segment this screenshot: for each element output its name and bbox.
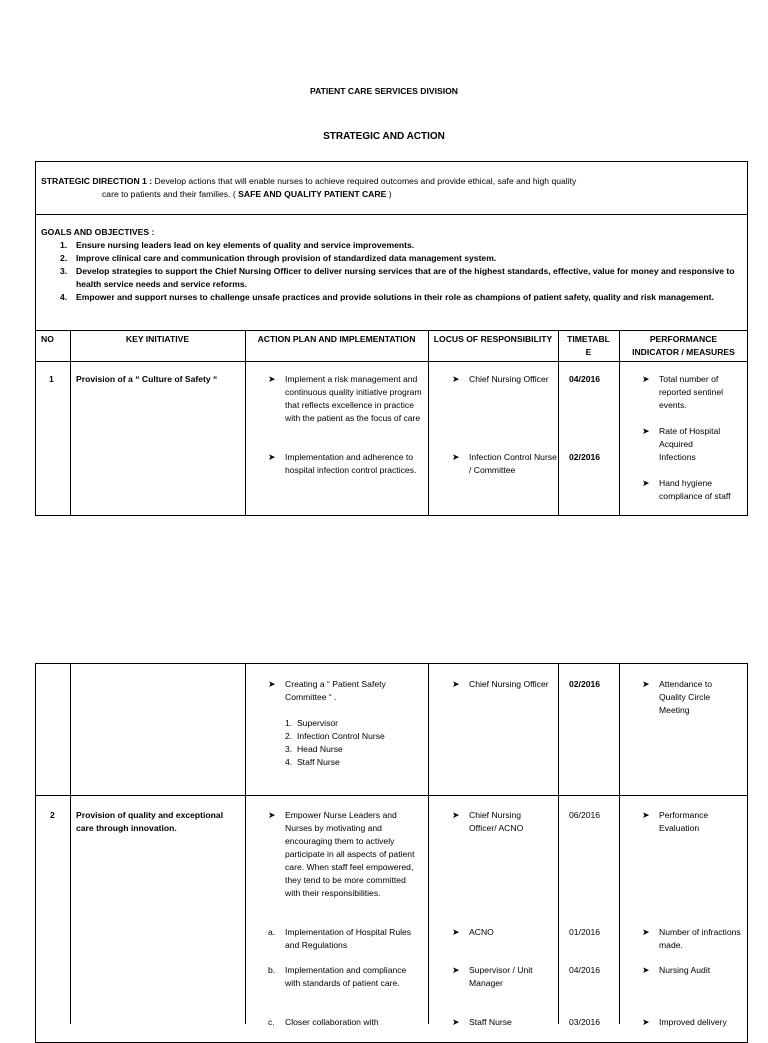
arrow-bullet-icon: ➤ xyxy=(642,810,650,820)
subitem-text: Closer collaboration with xyxy=(285,1017,379,1027)
arrow-bullet-icon: ➤ xyxy=(642,927,650,937)
subitem-text: Implementation and compliance with standards of patient care. xyxy=(285,965,407,988)
goals-list xyxy=(60,239,736,304)
arrow-bullet-icon: ➤ xyxy=(268,374,276,384)
subitem-letter: b. xyxy=(268,965,276,975)
col-divider xyxy=(428,663,429,1024)
col-header-timetable-line1: TIMETABL xyxy=(567,334,610,344)
header-bottom-rule xyxy=(35,361,748,362)
committee-member xyxy=(285,756,340,769)
goal-text: Improve clinical care and communication through provision of standardized data management system. xyxy=(76,253,497,263)
col-header-indicator-line2: INDICATOR / MEASURES xyxy=(632,347,735,357)
col-header-timetable-line2: E xyxy=(585,347,592,357)
strategic-direction-emphasis: SAFE AND QUALITY PATIENT CARE xyxy=(235,189,389,199)
col-header-action: ACTION PLAN AND IMPLEMENTATION xyxy=(257,334,416,344)
col-header-no: NO xyxy=(41,334,54,344)
arrow-bullet-icon: ➤ xyxy=(642,478,650,488)
locus-text: Infection Control Nurse / Committee xyxy=(469,452,557,475)
col-divider xyxy=(619,663,620,1024)
goal-number: 4. xyxy=(60,292,68,302)
locus-text: Chief Nursing Officer xyxy=(469,374,549,384)
timetable-value: 02/2016 xyxy=(569,679,601,689)
locus-text: Supervisor / Unit Manager xyxy=(469,965,533,988)
subitem-text: Implementation of Hospital Rules and Regulations xyxy=(285,927,412,950)
col-divider xyxy=(428,330,429,516)
indicator-text: Hand hygiene compliance of staff xyxy=(659,478,731,501)
arrow-bullet-icon: ➤ xyxy=(452,927,460,937)
timetable-value: 01/2016 xyxy=(569,927,601,937)
committee-member xyxy=(285,743,343,756)
goal-number: 1. xyxy=(60,240,68,250)
col-header-indicator xyxy=(619,333,748,359)
arrow-bullet-icon: ➤ xyxy=(452,1017,460,1027)
goal-number: 2. xyxy=(60,253,68,263)
goal-text: Empower and support nurses to challenge unsafe practices and provide solutions in their role as champions of patient safety, quality and risk management. xyxy=(76,292,714,302)
strategic-direction-line2 xyxy=(102,188,742,201)
arrow-bullet-icon: ➤ xyxy=(642,965,650,975)
subitem-letter: a. xyxy=(268,927,276,937)
member-number: 2. xyxy=(285,731,293,741)
goal-item xyxy=(60,265,736,291)
plan-title: STRATEGIC AND ACTION xyxy=(323,131,445,142)
indicator-text: Improved delivery xyxy=(659,1017,727,1027)
member-number: 3. xyxy=(285,744,293,754)
arrow-bullet-icon: ➤ xyxy=(452,965,460,975)
timetable-value: 04/2016 xyxy=(569,965,601,975)
indicator-text: Number of infractions made. xyxy=(659,927,741,950)
indicator-text: Rate of Hospital Acquired Infections xyxy=(659,426,721,462)
action-text: Empower Nurse Leaders and Nurses by motivating and encouraging them to actively participate in all aspects of patient care. When staff feel empowered, they tend to be more committed with their responsibilities. xyxy=(285,810,415,898)
arrow-bullet-icon: ➤ xyxy=(452,452,460,462)
locus-text: ACNO xyxy=(469,927,494,937)
key-initiative: Provision of quality and exceptional care through innovation. xyxy=(76,810,224,833)
timetable-value: 02/2016 xyxy=(569,452,601,462)
indicator-text: Nursing Audit xyxy=(659,965,711,975)
timetable-value: 04/2016 xyxy=(569,374,601,384)
goal-item xyxy=(60,252,736,265)
indicator-text: Attendance to Quality Circle Meeting xyxy=(659,679,713,715)
arrow-bullet-icon: ➤ xyxy=(642,374,650,384)
indicator-text: Total number of reported sentinel events. xyxy=(659,374,724,410)
strategic-direction-text: Develop actions that will enable nurses to achieve required outcomes and provide ethical, safe and high quality xyxy=(152,176,577,186)
col-header-initiative: KEY INITIATIVE xyxy=(125,334,190,344)
col-divider xyxy=(70,663,71,1024)
row-number: 1 xyxy=(49,374,54,384)
action-text: Creating a “ Patient Safety Committee “ . xyxy=(285,679,386,702)
timetable-value: 03/2016 xyxy=(569,1017,601,1027)
goal-item xyxy=(60,239,736,252)
goal-item xyxy=(60,291,736,304)
goal-text: Ensure nursing leaders lead on key elements of quality and service improvements. xyxy=(76,240,415,250)
arrow-bullet-icon: ➤ xyxy=(452,810,460,820)
committee-member xyxy=(285,717,338,730)
strategic-direction-close: ) xyxy=(388,189,392,199)
row-number: 2 xyxy=(50,810,55,820)
col-header-timetable xyxy=(558,333,619,359)
timetable-value: 06/2016 xyxy=(569,810,601,820)
col-divider xyxy=(558,663,559,1024)
action-text: Implementation and adherence to hospital infection control practices. xyxy=(285,452,417,475)
goal-text: Develop strategies to support the Chief Nursing Officer to deliver nursing services that are of the highest standards, effective, value for money and responsive to health service needs and service reforms. xyxy=(76,266,735,289)
arrow-bullet-icon: ➤ xyxy=(452,374,460,384)
arrow-bullet-icon: ➤ xyxy=(642,679,650,689)
indicator-text: Performance Evaluation xyxy=(659,810,709,833)
subitem-letter: c. xyxy=(268,1017,275,1027)
member-number: 4. xyxy=(285,757,293,767)
arrow-bullet-icon: ➤ xyxy=(268,679,276,689)
member-text: Supervisor xyxy=(296,718,339,728)
arrow-bullet-icon: ➤ xyxy=(642,426,650,436)
col-divider xyxy=(245,663,246,1024)
col-header-locus: LOCUS OF RESPONSIBILITY xyxy=(433,334,553,344)
locus-text: Chief Nursing Officer xyxy=(469,679,549,689)
committee-member xyxy=(285,730,385,743)
member-number: 1. xyxy=(285,718,293,728)
col-divider xyxy=(70,330,71,516)
arrow-bullet-icon: ➤ xyxy=(268,452,276,462)
strategic-direction-label: STRATEGIC DIRECTION 1 : xyxy=(41,176,153,186)
arrow-bullet-icon: ➤ xyxy=(268,810,276,820)
col-divider xyxy=(245,330,246,516)
action-text: Implement a risk management and continuous quality initiative program that reflects excellence in practice with the patient as the focus of care xyxy=(285,374,422,423)
member-text: Infection Control Nurse xyxy=(296,731,385,741)
strategic-direction-line1 xyxy=(41,175,741,188)
strategic-direction-text2: care to patients and their families. ( xyxy=(102,189,236,199)
arrow-bullet-icon: ➤ xyxy=(452,679,460,689)
col-header-indicator-line1: PERFORMANCE xyxy=(649,334,718,344)
locus-text: Staff Nurse xyxy=(469,1017,512,1027)
division-title: PATIENT CARE SERVICES DIVISION xyxy=(309,86,459,96)
arrow-bullet-icon: ➤ xyxy=(642,1017,650,1027)
key-initiative: Provision of a “ Culture of Safety “ xyxy=(76,374,218,384)
locus-text: Chief Nursing Officer/ ACNO xyxy=(469,810,524,833)
goal-number: 3. xyxy=(60,266,68,276)
row-divider xyxy=(35,795,748,796)
goals-label: GOALS AND OBJECTIVES : xyxy=(41,227,155,237)
member-text: Staff Nurse xyxy=(296,757,340,767)
header-top-rule xyxy=(35,330,748,331)
member-text: Head Nurse xyxy=(296,744,343,754)
